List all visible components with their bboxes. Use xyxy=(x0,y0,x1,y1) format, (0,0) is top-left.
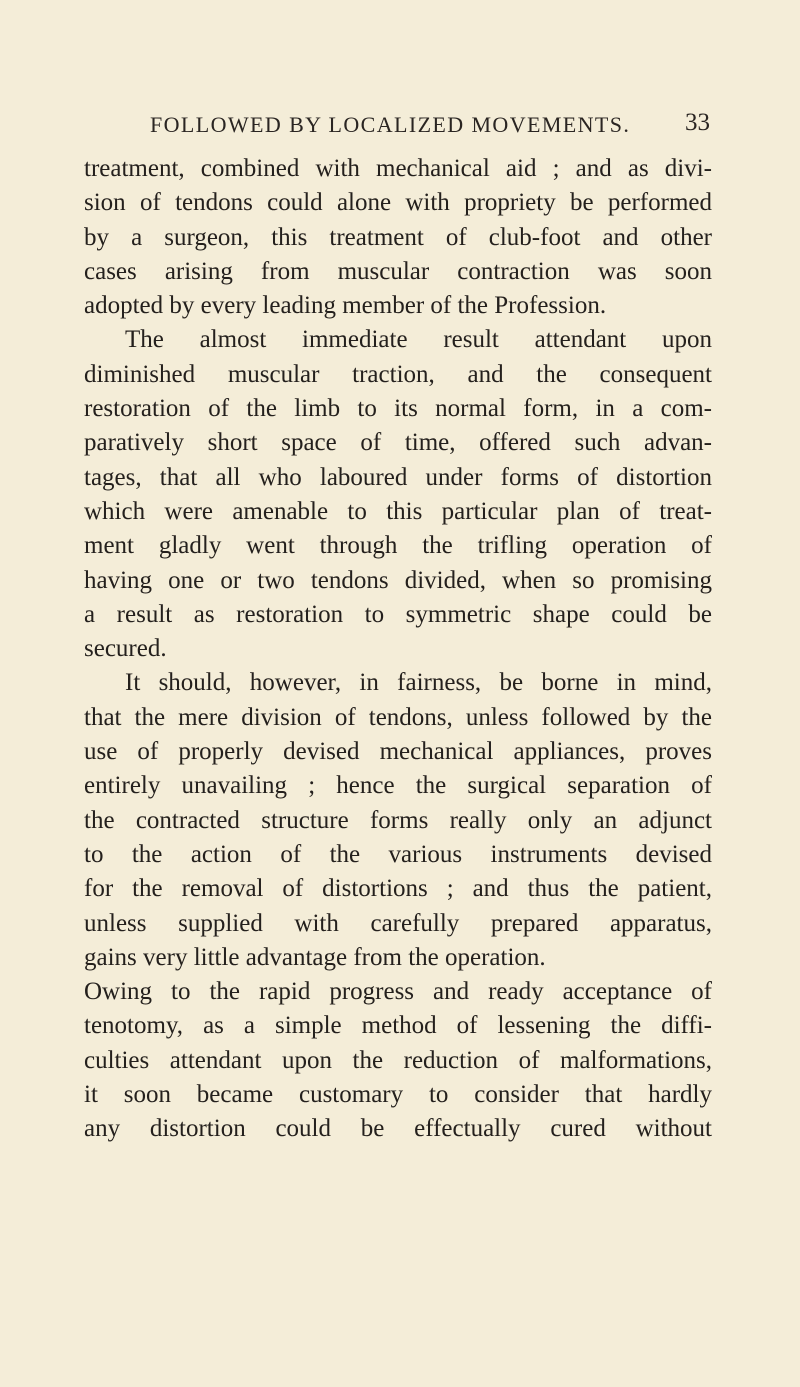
text-line: tages, that all who laboured under forms of distortion xyxy=(84,463,712,491)
text-line: culties attendant upon the reduction of malformations, xyxy=(84,1046,712,1074)
text-line: cases arising from muscular contraction was soon xyxy=(84,257,712,285)
text-line: a result as restoration to symmetric shape could be xyxy=(84,600,712,628)
text-line: by a surgeon, this treatment of club-foot and other xyxy=(84,223,712,251)
text-line: gains very little advantage from the operation. xyxy=(84,943,546,971)
page-header xyxy=(150,109,710,146)
text-line: restoration of the limb to its normal form, in a com- xyxy=(84,395,712,423)
text-line: any distortion could be effectually cured without xyxy=(84,1115,712,1143)
text-line: sion of tendons could alone with propriety be performed xyxy=(84,189,712,217)
text-line: treatment, combined with mechanical aid ; and as divi- xyxy=(84,155,712,182)
body-text xyxy=(84,152,712,1147)
text-line: entirely unavailing ; hence the surgical separation of xyxy=(84,772,712,800)
text-line: Owing to the rapid progress and ready acceptance of xyxy=(84,978,712,1006)
text-line: tenotomy, as a simple method of lessening the diffi- xyxy=(84,1012,712,1040)
text-line: it soon became customary to consider that hardly xyxy=(84,1081,712,1109)
text-line: the contracted structure forms really only an adjunct xyxy=(84,806,712,834)
text-line: The almost immediate result attendant upon xyxy=(125,326,712,354)
text-line: which were amenable to this particular plan of treat- xyxy=(84,497,712,525)
text-line: to the action of the various instruments devised xyxy=(84,840,712,868)
text-line: It should, however, in fairness, be borne in mind, xyxy=(125,669,712,697)
text-line: secured. xyxy=(84,635,167,663)
text-line: that the mere division of tendons, unless followed by the xyxy=(84,703,712,731)
running-head: FOLLOWED BY LOCALIZED MOVEMENTS. xyxy=(150,112,631,137)
page-number: 33 xyxy=(685,109,710,136)
text-line: for the removal of distortions ; and thus the patient, xyxy=(84,875,712,903)
text-line: paratively short space of time, offered such advan- xyxy=(84,429,712,457)
text-line: unless supplied with carefully prepared apparatus, xyxy=(84,909,712,937)
text-line: having one or two tendons divided, when so promising xyxy=(84,566,712,594)
text-line: diminished muscular traction, and the consequent xyxy=(84,360,712,388)
text-line: ment gladly went through the trifling operation of xyxy=(84,532,712,560)
text-line: use of properly devised mechanical appliances, proves xyxy=(84,738,712,766)
text-line: adopted by every leading member of the Profession. xyxy=(84,292,607,320)
